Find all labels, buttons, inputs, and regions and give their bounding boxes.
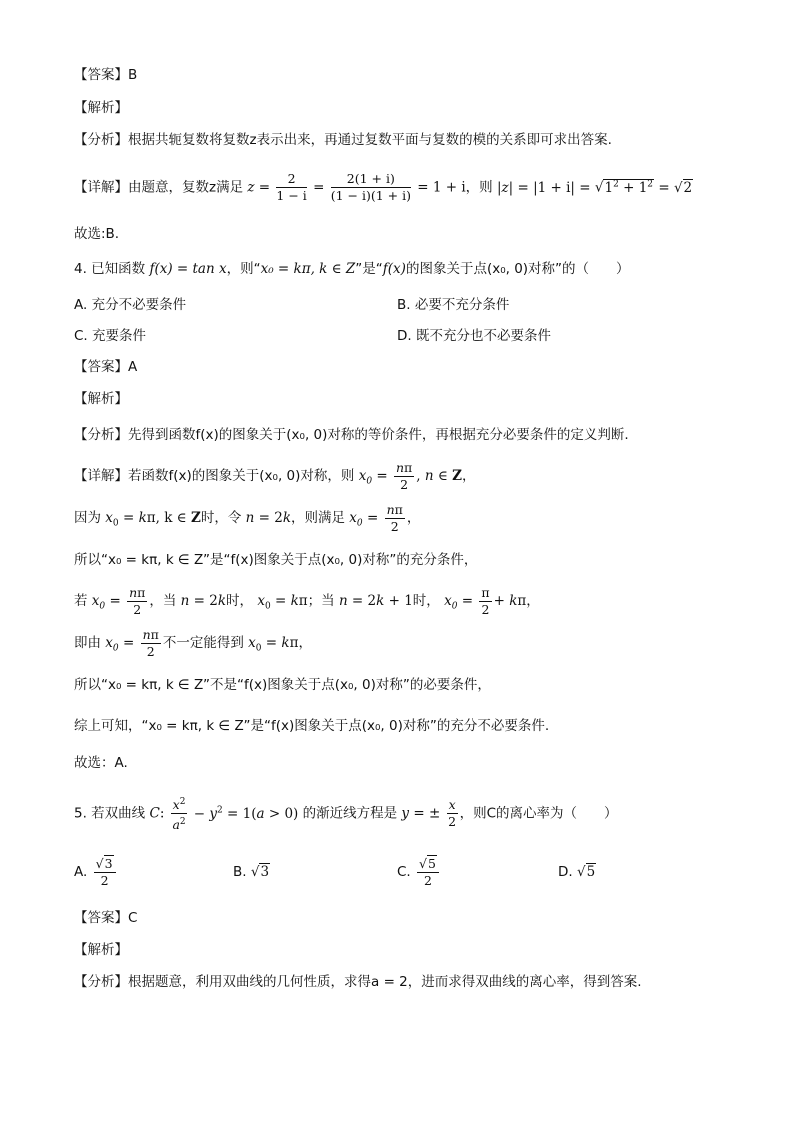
formula-frac-1: $\frac{2}{1 - i}$ [276,171,307,203]
q4-fenxi-line [74,425,629,445]
q5-stem-mid: 的渐近线方程是 [302,805,398,822]
formula-n-2k-b: n = 2k [180,593,227,609]
text-l4e: 时， [412,593,440,609]
q4-xiangjie-5: 即由 $x_0$ = $\frac{n\pi}{2}$ 不一定能得到 $x_0 = k\pi$， [74,626,312,659]
q4-stem-mid2: ”是“ [355,261,383,277]
xiangjie-tag: 【详解】 [74,179,128,196]
text-l4c: 时， [226,593,254,609]
formula-x-2: $\frac{x}{2}$ [448,797,457,829]
q5-stem: 5. 若双曲线 C: $\frac{x^2}{a^2}$ − $y^2 = 1(a > 0)$ 的渐近线方程是 y = ± $\frac{x}{2}$ ，则C的离心率为（ ） [74,790,618,830]
q4-xiangjie-3: 所以“x₀ = kπ, k ∈ Z”是“f(x)图象关于点(x₀, 0)对称”的充分条件， [74,552,478,568]
formula-hyperbola-rest: − $y^2 = 1(a > 0)$ [193,805,299,822]
q4-stem-fx: f(x) [382,261,406,277]
formula-npi-2b: $\frac{n\pi}{2}$ [386,501,403,534]
formula-sqrt5-2: $\frac{√5}{2}$ [417,856,439,889]
formula-frac-2: $\frac{2(1 + i)}{(1 - i)(1 + i)}$ [330,171,411,203]
formula-npi-2c: $\frac{n\pi}{2}$ [129,584,146,617]
formula-n-2k: n = 2k [245,510,291,526]
fenxi-tag: 【分析】 [74,427,128,443]
q5-stem-prefix: 5. 若双曲线 [74,805,146,822]
formula-modulus: $|z| = |1 + i| = √1^2 + 1^2 = √2$ [496,179,693,196]
q4-option-d[interactable]: D. 既不充分也不必要条件 [397,328,551,344]
text-l5a: 即由 [74,635,101,651]
formula-hyperbola: C [149,805,160,822]
q5-option-a-label: A. [74,864,88,880]
formula-x2-a2: $\frac{x^2}{a^2}$ [171,794,188,833]
formula-x0: $x_0$ [358,468,373,487]
formula-n-2k1: n = 2k + 1 [338,593,413,609]
q4-stem-prefix: 4. 已知函数 [74,261,146,277]
formula-x0-e: $x_0$ [105,635,119,654]
answer-tag: 【答案】 [74,910,128,926]
answer-tag: 【答案】 [74,67,128,83]
q4-stem [74,259,630,279]
formula-rest: = 1 + i [417,179,466,196]
formula-x0-kpi-b: $x_0 = k\pi$ [257,593,308,612]
q5-option-b[interactable] [233,862,270,882]
formula-x0-kpi: $x_0 = k\pi$, k ∈ Z [105,510,201,529]
formula-n-in-z: , n ∈ Z [416,468,462,484]
q4-stem-end: 的图象关于点(x₀, 0)对称”的（ ） [405,261,630,277]
fenxi-text: 先得到函数f(x)的图象关于(x₀, 0)对称的等价条件，再根据充分必要条件的定义判断. [128,427,629,443]
q5-option-c-label: C. [397,864,411,880]
answer-value: A [128,359,138,375]
xiangjie-text: 由题意，复数z满足 [128,179,244,196]
fenxi-text: 根据共轭复数将复数z表示出来，再通过复数平面与复数的模的关系即可求出答案. [128,132,612,148]
q5-option-d[interactable] [558,862,596,882]
xiangjie-text: 若函数f(x)的图象关于(x₀, 0)对称，则 [128,468,355,484]
q3-choose: 故选:B. [74,226,120,242]
q4-answer-line [74,357,137,377]
formula-npi-2: $\frac{n\pi}{2}$ [395,459,413,492]
q4-stem-func: f(x) = tan x [149,261,227,277]
q5-option-b-label: B. [233,864,247,880]
xiangjie-tag: 【详解】 [74,468,128,484]
q5-answer-line [74,908,137,928]
q4-stem-cond: x₀ = kπ, k ∈ Z [260,261,356,277]
q4-xiangjie-6: 所以“x₀ = kπ, k ∈ Z”不是“f(x)图象关于点(x₀, 0)对称”的必要条件， [74,677,491,693]
q5-option-d-label: D. [558,864,573,880]
q5-option-a[interactable] [74,852,118,892]
answer-tag: 【答案】 [74,359,128,375]
q4-option-a[interactable]: A. 充分不必要条件 [74,297,187,313]
formula-x0-b: $x_0$ [349,510,363,529]
q5-analysis-tag: 【解析】 [74,942,128,958]
fenxi-text: 根据题意，利用双曲线的几何性质，求得a = 2，进而求得双曲线的离心率，得到答案. [128,974,642,990]
q4-stem-mid: ，则“ [226,261,261,277]
q5-stem-end: ，则C的离心率为（ ） [459,805,618,822]
formula-pi-2: $\frac{\pi}{2}$ [481,584,490,617]
fenxi-tag: 【分析】 [74,974,128,990]
text-l2a: 因为 [74,510,101,526]
q5-fenxi-line [74,972,642,992]
q4-choose: 故选：A. [74,755,128,771]
q4-xiangjie-2: 因为 $x_0 = k\pi$, k ∈ Z时，令 n = 2k，则满足 $x_0$ = $\frac{n\pi}{2}$ ， [74,501,421,534]
q4-xiangjie-1: 【详解】若函数f(x)的图象关于(x₀, 0)对称，则 $x_0$ = $\frac{n\pi}{2}$ , n ∈ Z， [74,459,476,492]
formula-x0-kpi-c: $x_0 = k\pi$ [248,635,299,654]
formula-x0-c: $x_0$ [91,593,106,612]
q3-fenxi-line [74,130,612,150]
q4-xiangjie-7: 综上可知，“x₀ = kπ, k ∈ Z”是“f(x)图象关于点(x₀, 0)对称”的充分不必要条件. [74,718,550,734]
formula-npi-2d: $\frac{n\pi}{2}$ [142,626,159,659]
text-l5b: 不一定能得到 [162,635,244,651]
text-l4d: ；当 [307,593,335,609]
q5-option-c[interactable] [397,852,441,892]
formula-plus-kpi: + kπ [493,593,527,609]
formula-x0-d: $x_0$ [444,593,458,612]
text-l4a: 若 [74,593,88,609]
q4-option-b[interactable]: B. 必要不充分条件 [397,297,510,313]
formula-sqrt3-2: $\frac{√3}{2}$ [94,856,116,889]
formula-sqrt5: √5 [576,864,596,880]
answer-value: B [128,67,138,83]
q4-analysis-tag: 【解析】 [74,391,128,407]
formula-z: z [247,179,255,196]
fenxi-tag: 【分析】 [74,132,128,148]
q4-xiangjie-4: 若 $x_0$ = $\frac{n\pi}{2}$ ，当 n = 2k时， $x_0 = k\pi$；当 n = 2k + 1时， $x_0$ = $\frac{\pi}{2}$ + kπ， [74,584,540,617]
q3-xiangjie-line: 【详解】由题意，复数z满足 z = $\frac{2}{1 - i}$ = $\frac{2(1 + i)}{(1 - i)(1 + i)}$ = 1 + i，则 $|z| = |1 + i| = √1^2 + 1^2 = √2$ [74,171,693,203]
formula-asymptote: y = ± [401,805,441,822]
q4-option-c[interactable]: C. 充要条件 [74,328,147,344]
formula-sqrt3: √3 [250,864,270,880]
text-l2b: 时，令 [200,510,242,526]
q3-answer-line [74,65,137,85]
q3-analysis-tag: 【解析】 [74,100,128,116]
answer-value: C [128,910,138,926]
text-l4b: ，当 [149,593,177,609]
text-l2c: ，则满足 [291,510,345,526]
